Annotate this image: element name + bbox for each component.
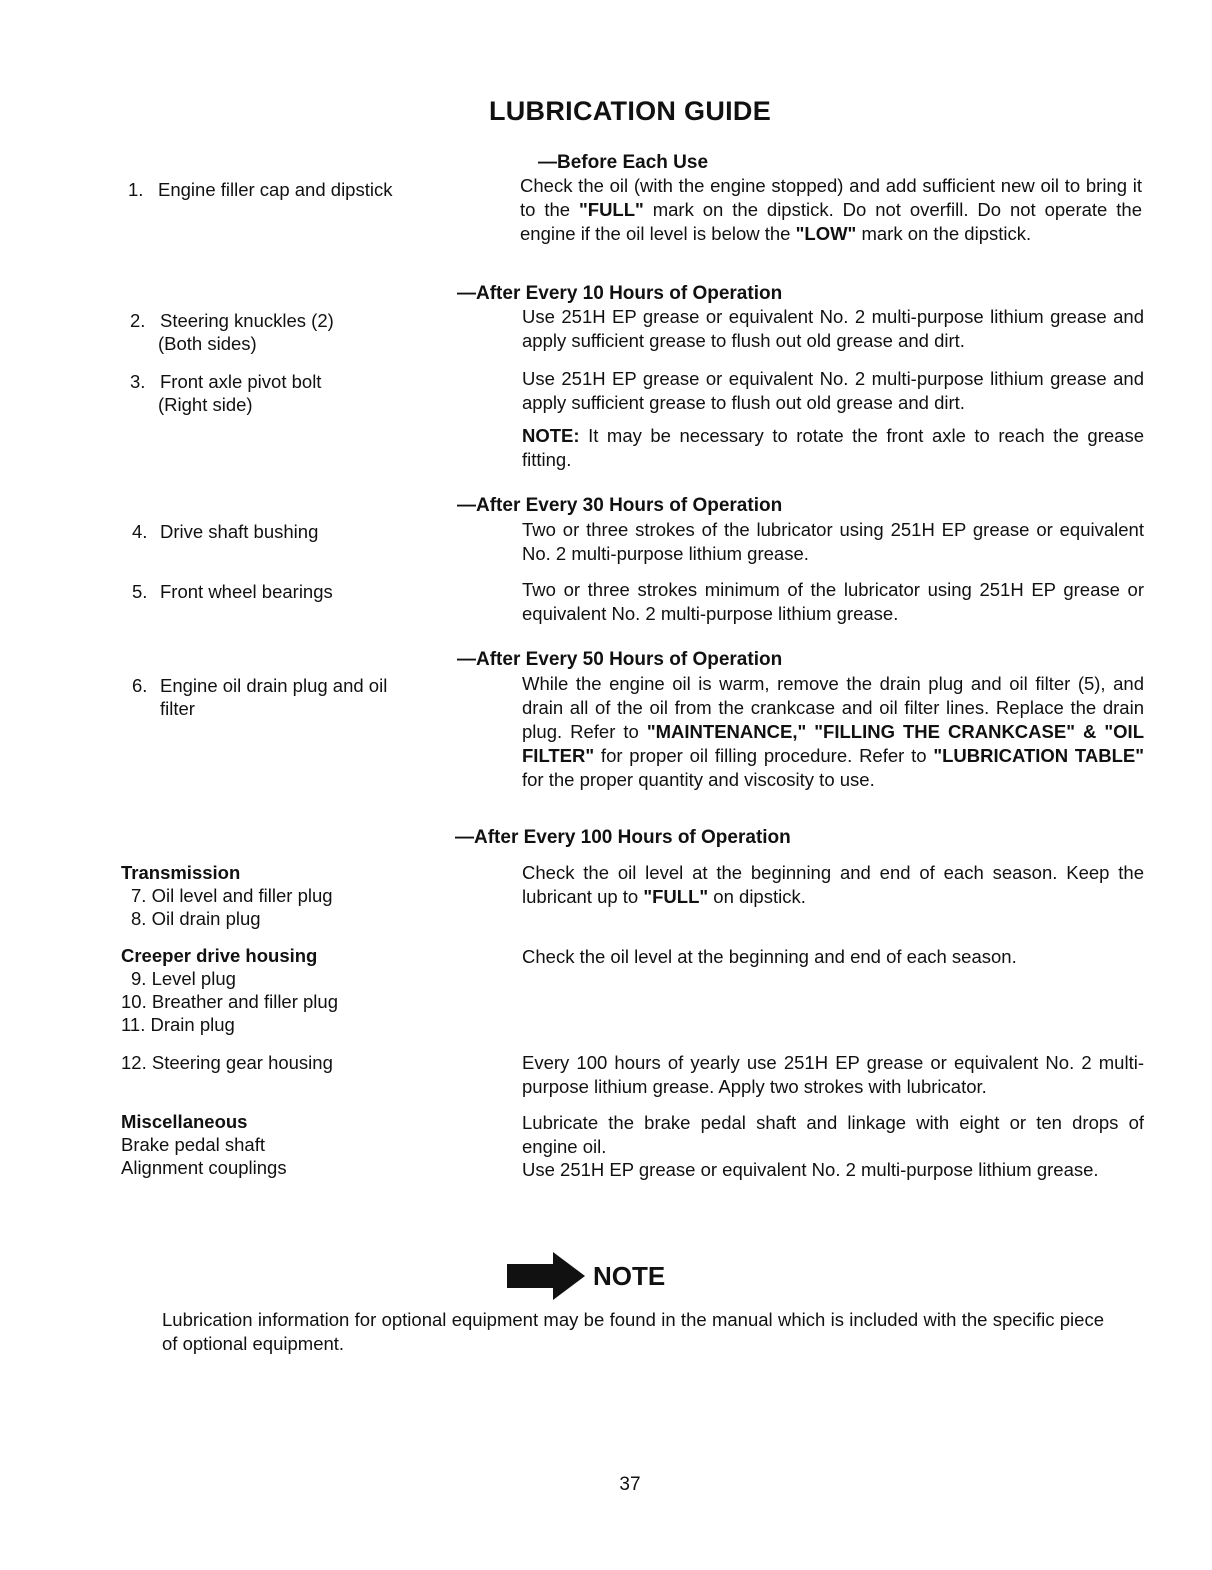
item-label: Front wheel bearings	[160, 581, 333, 602]
note-text: Lubrication information for optional equipment may be found in the manual which is included with the specific piece of optional equipment.	[162, 1309, 1104, 1354]
item-number: 3.	[130, 371, 146, 392]
page-title: LUBRICATION GUIDE	[488, 96, 772, 126]
item-number: 6.	[132, 675, 148, 696]
group-miscellaneous	[121, 1110, 287, 1179]
section-after-50-hours: —After Every 50 Hours of Operation	[457, 649, 783, 670]
desc-7	[522, 861, 1144, 909]
list-item: Brake pedal shaft	[121, 1134, 265, 1155]
list-item: 10. Breather and filler plug	[121, 991, 338, 1012]
desc-4: Two or three strokes of the lubricator using 251H EP grease or equivalent No. 2 multi-purpose lithium grease.	[522, 519, 1144, 564]
desc-5: Two or three strokes minimum of the lubricator using 251H EP grease or equivalent No. 2 multi-purpose lithium grease.	[522, 579, 1144, 624]
desc-text: mark on the dipstick.	[856, 223, 1032, 244]
desc-text: Check the oil level at the beginning and end of each season. Keep the lubricant up to	[522, 862, 1144, 907]
note-text: It may be necessary to rotate the front axle to reach the grease fitting.	[522, 425, 1144, 470]
item-sublabel: (Both sides)	[158, 333, 257, 354]
desc-bold: "LUBRICATION TABLE"	[933, 745, 1144, 766]
item-label: Engine oil drain plug and oil	[160, 675, 388, 696]
desc-text: on dipstick.	[708, 886, 806, 907]
group-creeper-drive	[121, 944, 338, 1036]
list-item: Alignment couplings	[121, 1157, 287, 1178]
list-item: 8. Oil drain plug	[131, 908, 261, 929]
desc-alignment: Use 251H EP grease or equivalent No. 2 multi-purpose lithium grease.	[522, 1159, 1099, 1180]
list-item: 9. Level plug	[131, 968, 236, 989]
item-6	[132, 674, 432, 720]
group-heading: Creeper drive housing	[121, 945, 318, 966]
item-number: 2.	[130, 310, 146, 331]
item-5	[132, 580, 333, 603]
desc-6	[522, 672, 1144, 792]
list-item: 11. Drain plug	[121, 1014, 235, 1035]
item-2	[130, 309, 334, 355]
desc-brake: Lubricate the brake pedal shaft and linkage with eight or ten drops of engine oil.	[522, 1112, 1144, 1157]
item-12: 12. Steering gear housing	[121, 1052, 333, 1073]
group-heading: Transmission	[121, 862, 241, 883]
item-1	[128, 178, 392, 201]
note-heading-text: NOTE	[593, 1260, 666, 1291]
item-sublabel: filter	[160, 698, 195, 719]
item-4	[132, 520, 318, 543]
item-label: Steering knuckles (2)	[160, 310, 334, 331]
desc-12: Every 100 hours of yearly use 251H EP grease or equivalent No. 2 multi-purpose lithium grease. Apply two strokes with lubricator.	[522, 1052, 1144, 1097]
item-label: Front axle pivot bolt	[160, 371, 322, 392]
desc-text: for the proper quantity and viscosity to use.	[522, 769, 875, 790]
list-item: 7. Oil level and filler plug	[131, 885, 333, 906]
note-label: NOTE:	[522, 425, 580, 446]
item-number: 1.	[128, 179, 144, 200]
desc-text: While the engine oil is warm, remove the drain plug and oil filter (5), and drain all of the oil from the crankcase and oil filter lines. Replace the drain plug. Refer to	[522, 673, 1144, 742]
desc-text: Check the oil (with the engine stopped) and add sufficient new oil to bring it to the	[520, 175, 1142, 220]
arrow-icon	[505, 1250, 587, 1302]
note-heading	[505, 1250, 665, 1302]
item-label: Engine filler cap and dipstick	[158, 179, 393, 200]
desc-text: for proper oil filling procedure. Refer to	[594, 745, 934, 766]
desc-bold: "FULL"	[579, 199, 644, 220]
section-after-10-hours: —After Every 10 Hours of Operation	[457, 283, 783, 304]
group-heading: Miscellaneous	[121, 1111, 248, 1132]
desc-2: Use 251H EP grease or equivalent No. 2 multi-purpose lithium grease and apply sufficient grease to flush out old grease and dirt.	[522, 306, 1144, 351]
item-number: 4.	[132, 521, 148, 542]
item-3	[130, 370, 321, 416]
section-before-each-use: —Before Each Use	[538, 152, 709, 173]
desc-text: mark on the dipstick. Do not overfill. Do not operate the engine if the oil level is below the	[520, 199, 1142, 244]
desc-3-note	[522, 424, 1144, 472]
page-number: 37	[619, 1474, 641, 1495]
item-number: 5.	[132, 581, 148, 602]
desc-3: Use 251H EP grease or equivalent No. 2 multi-purpose lithium grease and apply sufficient grease to flush out old grease and dirt.	[522, 368, 1144, 413]
item-label: Drive shaft bushing	[160, 521, 319, 542]
section-after-30-hours: —After Every 30 Hours of Operation	[457, 495, 783, 516]
desc-bold: "LOW"	[795, 223, 857, 244]
desc-bold: "FULL"	[643, 886, 709, 907]
group-transmission	[121, 861, 333, 930]
desc-bold: "MAINTENANCE," "FILLING THE CRANKCASE" & "OIL FILTER"	[522, 721, 1144, 766]
desc-8: Check the oil level at the beginning and end of each season.	[522, 946, 1017, 967]
item-sublabel: (Right side)	[158, 394, 253, 415]
desc-1	[520, 174, 1142, 246]
section-after-100-hours: —After Every 100 Hours of Operation	[455, 827, 791, 848]
